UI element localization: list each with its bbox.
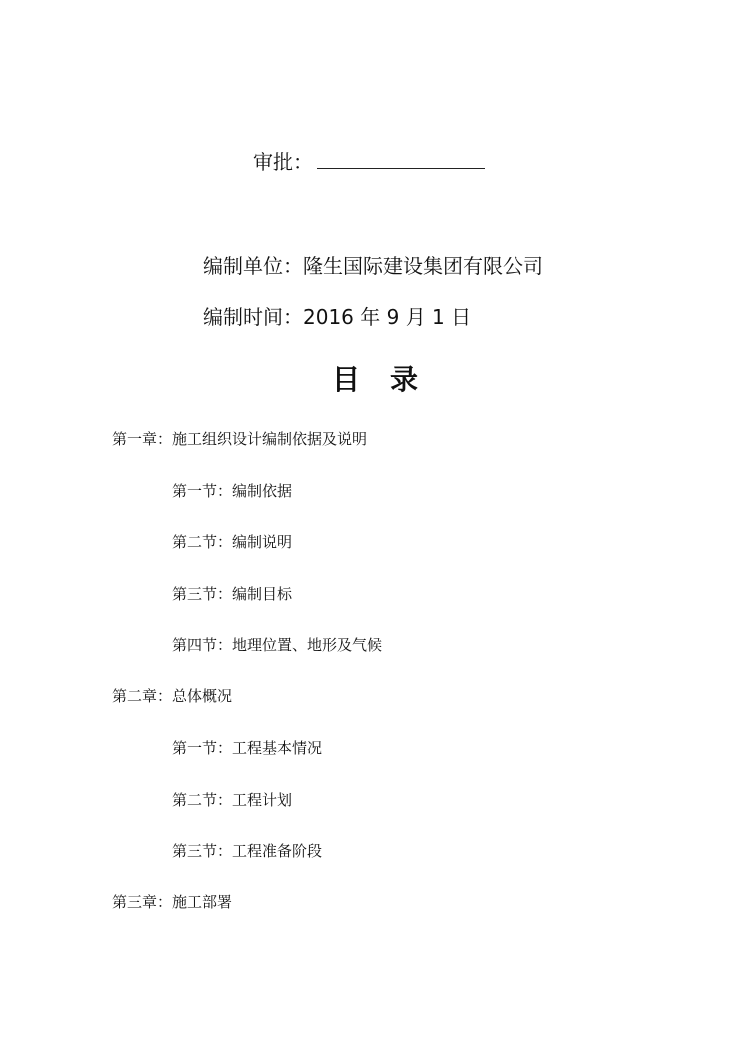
- toc-section-1-4: 第四节：地理位置、地形及气候: [172, 636, 383, 654]
- approval-signature-blank: [317, 148, 485, 169]
- compiling-unit: 编制单位：隆生国际建设集团有限公司: [203, 254, 543, 278]
- toc-section-2-2: 第二节：工程计划: [172, 791, 293, 809]
- toc-chapter-1: 第一章：施工组织设计编制依据及说明: [112, 430, 368, 448]
- toc-section-1-1: 第一节：编制依据: [172, 482, 293, 500]
- toc-section-1-2: 第二节：编制说明: [172, 533, 293, 551]
- toc-section-2-1: 第一节：工程基本情况: [172, 739, 323, 757]
- toc-chapter-2: 第二章：总体概况: [112, 687, 233, 705]
- approval-line: [253, 148, 485, 176]
- toc-section-2-3: 第三节：工程准备阶段: [172, 842, 323, 860]
- toc-chapter-3: 第三章：施工部署: [112, 893, 233, 911]
- toc-title: 目录: [332, 363, 449, 396]
- toc-section-1-3: 第三节：编制目标: [172, 585, 293, 603]
- approval-label: 审批：: [253, 150, 313, 174]
- compiling-date: 编制时间：2016 年 9 月 1 日: [203, 305, 472, 329]
